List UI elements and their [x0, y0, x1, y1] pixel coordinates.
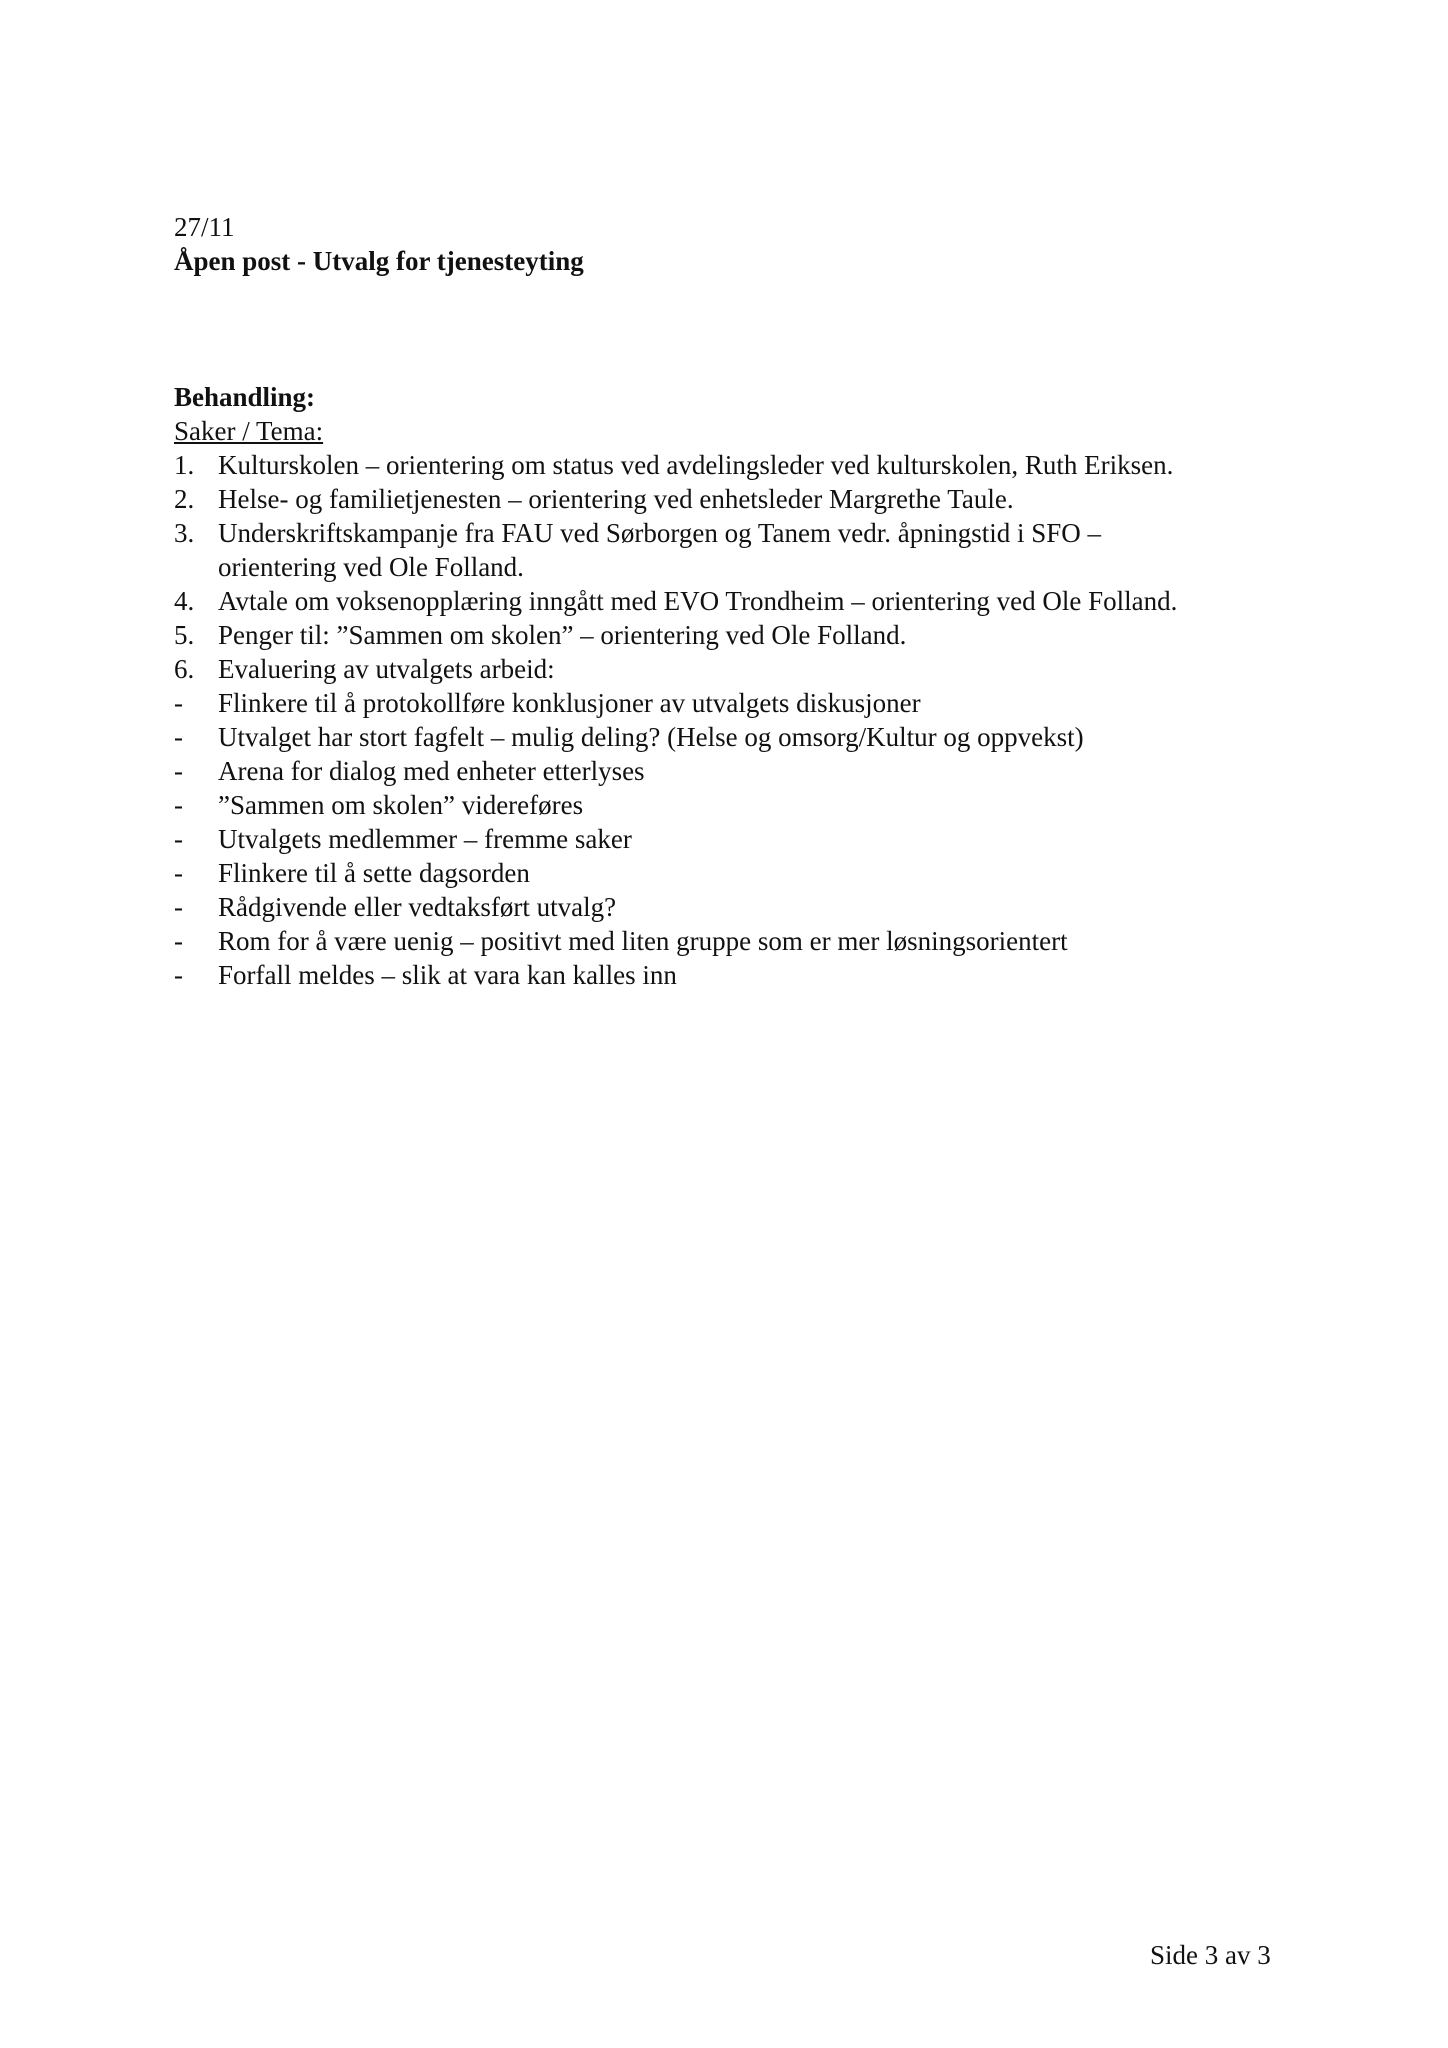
bullet-text: Flinkere til å protokollføre konklusjoner av utvalgets diskusjoner — [218, 688, 921, 718]
item-number: 4. — [174, 586, 195, 616]
list-item — [174, 516, 1334, 584]
bullet-text: Arena for dialog med enheter etterlyses — [218, 756, 645, 786]
bullet-item — [174, 720, 1334, 754]
treatment-section — [174, 380, 1334, 992]
list-item — [174, 652, 1334, 686]
meeting-date: 27/11 — [174, 212, 235, 242]
item-number: 2. — [174, 484, 195, 514]
bullet-dash: - — [174, 824, 183, 854]
item-text: Penger til: ”Sammen om skolen” – orientering ved Ole Folland. — [218, 620, 907, 650]
item-number: 1. — [174, 450, 195, 480]
bullet-dash: - — [174, 790, 183, 820]
bullet-text: Rom for å være uenig – positivt med liten gruppe som er mer løsningsorientert — [218, 926, 1068, 956]
bullet-dash: - — [174, 858, 183, 888]
bullet-dash: - — [174, 756, 183, 786]
numbered-topic-list — [174, 448, 1334, 686]
bullet-text: Flinkere til å sette dagsorden — [218, 858, 530, 888]
bullet-text: Forfall meldes – slik at vara kan kalles inn — [218, 960, 677, 990]
bullet-dash: - — [174, 722, 183, 752]
bullet-text: Utvalgets medlemmer – fremme saker — [218, 824, 632, 854]
item-text: Helse- og familietjenesten – orientering ved enhetsleder Margrethe Taule. — [218, 484, 1014, 514]
document-title: Åpen post - Utvalg for tjenesteyting — [174, 246, 584, 276]
bullet-text: Rådgivende eller vedtaksført utvalg? — [218, 892, 617, 922]
bullet-text: ”Sammen om skolen” videreføres — [218, 790, 584, 820]
item-number: 5. — [174, 620, 195, 650]
item-text: Underskriftskampanje fra FAU ved Sørborgen og Tanem vedr. åpningstid i SFO – orientering ved Ole Folland. — [218, 518, 1101, 582]
bullet-dash: - — [174, 926, 183, 956]
bullet-dash: - — [174, 960, 183, 990]
list-item — [174, 584, 1334, 618]
bullet-dash: - — [174, 688, 183, 718]
bullet-item — [174, 822, 1334, 856]
bullet-item — [174, 788, 1334, 822]
bullet-item — [174, 924, 1334, 958]
item-text: Kulturskolen – orientering om status ved avdelingsleder ved kulturskolen, Ruth Eriksen. — [218, 450, 1174, 480]
bullet-item — [174, 958, 1334, 992]
item-text: Avtale om voksenopplæring inngått med EVO Trondheim – orientering ved Ole Folland. — [218, 586, 1178, 616]
list-item — [174, 618, 1334, 652]
topics-subheading: Saker / Tema: — [174, 416, 324, 446]
list-item — [174, 448, 1334, 482]
list-item — [174, 482, 1334, 516]
bullet-text: Utvalget har stort fagfelt – mulig deling? (Helse og omsorg/Kultur og oppvekst) — [218, 722, 1084, 752]
bullet-item — [174, 754, 1334, 788]
bullet-item — [174, 890, 1334, 924]
bullet-item — [174, 686, 1334, 720]
evaluation-bullet-list — [174, 686, 1334, 992]
section-heading: Behandling: — [174, 382, 316, 412]
item-number: 6. — [174, 654, 195, 684]
item-number: 3. — [174, 518, 195, 548]
bullet-dash: - — [174, 892, 183, 922]
bullet-item — [174, 856, 1334, 890]
item-text: Evaluering av utvalgets arbeid: — [218, 654, 555, 684]
page-number: Side 3 av 3 — [1150, 1940, 1271, 1970]
